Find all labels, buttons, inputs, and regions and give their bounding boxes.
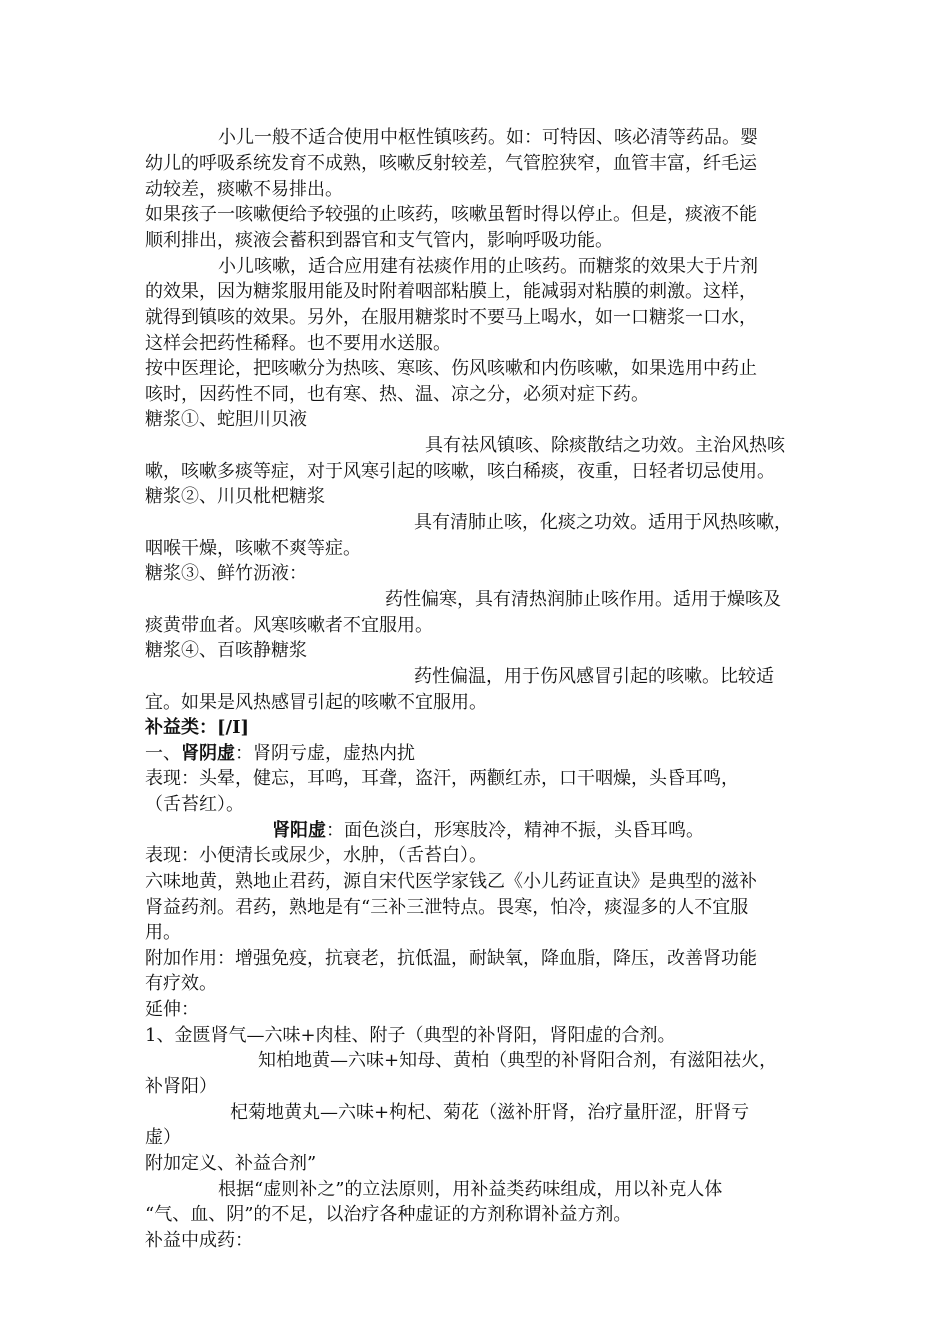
paragraph-line: 如果孩子一咳嗽便给予较强的止咳药，咳嗽虽暂时得以停止。但是，痰液不能 (145, 204, 757, 225)
paragraph-line: 延伸： (145, 999, 199, 1020)
paragraph-line: 补肾阳） (145, 1076, 217, 1097)
paragraph-line: 附加作用：增强免疫，抗衰老，抗低温，耐缺氧，降血脂，降压，改善肾功能 (145, 948, 757, 969)
paragraph-line: 根据“虚则补之”的立法原则，用补益类药味组成，用以补克人体 (218, 1179, 723, 1200)
paragraph-line: 咳时，因药性不同，也有寒、热、温、凉之分，必须对症下药。 (145, 384, 649, 405)
paragraph-line: 药性偏温，用于伤风感冒引起的咳嗽。比较适 (414, 666, 774, 687)
paragraph-line: 动较差，痰嗽不易排出。 (145, 179, 343, 200)
syrup-heading-1: 糖浆①、蛇胆川贝液 (145, 409, 307, 430)
paragraph-line: 用。 (145, 922, 181, 943)
kidney-yin-desc: ：肾阴亏虚，虚热内扰 (235, 743, 415, 764)
paragraph-line: 具有祛风镇咳、除痰散结之功效。主治风热咳 (425, 435, 785, 456)
paragraph-line: 的效果，因为糖浆服用能及时附着咽部粘膜上，能减弱对粘膜的刺激。这样， (145, 281, 757, 302)
paragraph-line: 小儿一般不适合使用中枢性镇咳药。如：可特因、咳必清等药品。婴 (218, 127, 758, 148)
kidney-yin-line (145, 741, 415, 767)
paragraph-line: 肾益药剂。君药，熟地是有“三补三泄特点。畏寒，怕冷，痰湿多的人不宜服 (145, 897, 749, 918)
paragraph-line: 嗽，咳嗽多痰等症，对于风寒引起的咳嗽，咳白稀痰，夜重，日轻者切忌使用。 (145, 461, 775, 482)
paragraph-line: 附加定义、补益合剂” (145, 1153, 317, 1174)
paragraph-line: 1、金匮肾气—六味+肉桂、附子（典型的补肾阳，肾阳虚的合剂。 (145, 1025, 676, 1046)
paragraph-line: 痰黄带血者。风寒咳嗽者不宜服用。 (145, 615, 433, 636)
syrup-heading-4: 糖浆④、百咳静糖浆 (145, 640, 307, 661)
paragraph-line: 有疗效。 (145, 973, 217, 994)
paragraph-line: 药性偏寒，具有清热润肺止咳作用。适用于燥咳及 (385, 589, 781, 610)
paragraph-line: 宜。如果是风热感冒引起的咳嗽不宜服用。 (145, 692, 487, 713)
paragraph-line: 具有清肺止咳，化痰之功效。适用于风热咳嗽， (414, 512, 792, 533)
paragraph-line: “气、血、阴”的不足，以治疗各种虚证的方剂称谓补益方剂。 (145, 1204, 632, 1225)
kidney-yang-desc: ：面色淡白，形寒肢冷，精神不振，头昏耳鸣。 (326, 820, 704, 841)
paragraph-line: 这样会把药性稀释。也不要用水送服。 (145, 333, 451, 354)
paragraph-line: 六味地黄，熟地止君药，源自宋代医学家钱乙《小儿药证直诀》是典型的滋补 (145, 871, 757, 892)
paragraph-line: 知柏地黄—六味+知母、黄柏（典型的补肾阳合剂，有滋阳祛火， (258, 1050, 778, 1071)
syrup-heading-2: 糖浆②、川贝枇杷糖浆 (145, 486, 325, 507)
paragraph-line: 顺利排出，痰液会蓄积到器官和支气管内，影响呼吸功能。 (145, 230, 613, 251)
paragraph-line: 补益中成药： (145, 1230, 253, 1251)
paragraph-line: 幼儿的呼吸系统发育不成熟，咳嗽反射较差，气管腔狭窄，血管丰富，纤毛运 (145, 153, 757, 174)
paragraph-line: 表现：头晕，健忘，耳鸣，耳聋，盗汗，两颧红赤，口干咽燥，头昏耳鸣， (145, 768, 739, 789)
kidney-yin-term: 肾阴虚 (181, 743, 235, 764)
syrup-heading-3: 糖浆③、鲜竹沥液： (145, 563, 307, 584)
paragraph-line: 就得到镇咳的效果。另外，在服用糖浆时不要马上喝水，如一口糖浆一口水， (145, 307, 757, 328)
paragraph-line: 表现：小便清长或尿少，水肿，（舌苔白）。 (145, 845, 487, 866)
kidney-yang-line (272, 818, 704, 844)
list-number: 一、 (145, 743, 181, 764)
section-heading: 补益类：[/I] (145, 717, 250, 738)
kidney-yang-term: 肾阳虚 (272, 820, 326, 841)
paragraph-line: 虚） (145, 1127, 181, 1148)
paragraph-line: 小儿咳嗽，适合应用建有祛痰作用的止咳药。而糖浆的效果大于片剂 (218, 256, 758, 277)
paragraph-line: 按中医理论，把咳嗽分为热咳、寒咳、伤风咳嗽和内伤咳嗽，如果选用中药止 (145, 358, 757, 379)
paragraph-line: 杞菊地黄丸—六味+枸杞、菊花（滋补肝肾，治疗量肝涩，肝肾亏 (230, 1102, 750, 1123)
paragraph-line: 咽喉干燥，咳嗽不爽等症。 (145, 538, 361, 559)
paragraph-line: （舌苔红）。 (145, 794, 244, 815)
